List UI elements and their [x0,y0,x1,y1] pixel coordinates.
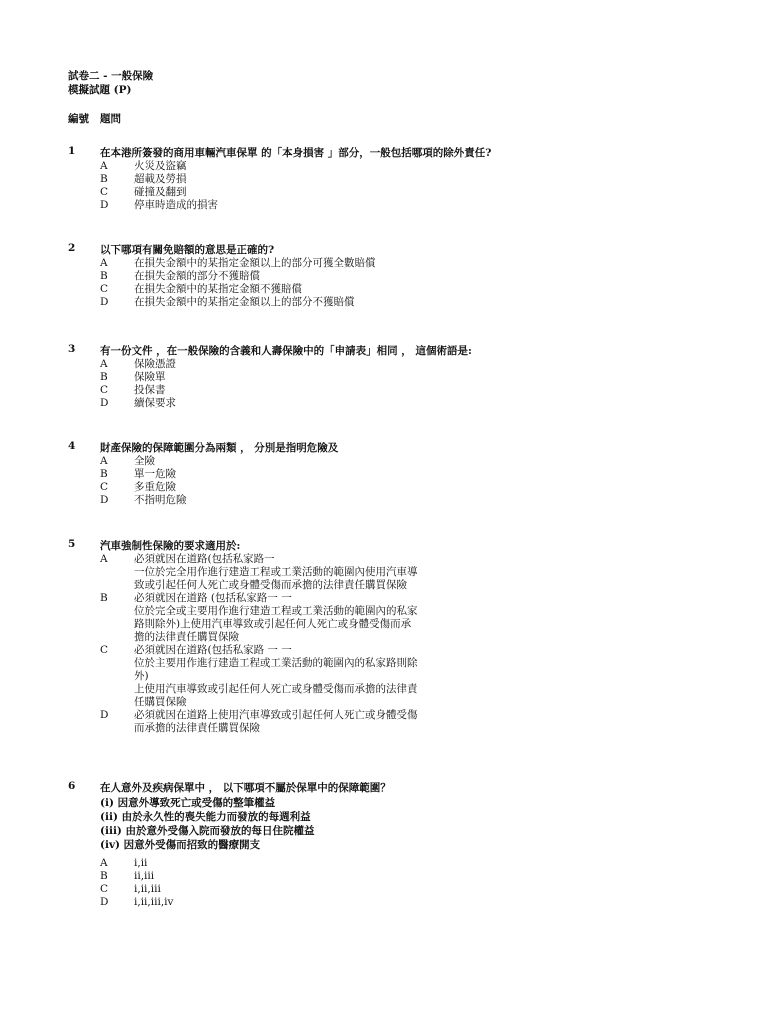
question-text: 有一份文件 ，在一般保險的含義和人壽保險中的「申請表」相同 ， 這個術語是: [100,345,472,357]
question-number: 3 [68,343,76,355]
option-letter: B [100,371,108,383]
question-5 [68,538,708,735]
option-text [134,870,708,883]
answer-option-c [68,384,708,397]
option-letter: D [100,494,109,506]
question-number: 6 [68,780,76,792]
option-letter: A [100,358,108,370]
option-text [134,896,708,909]
option-text-line: 在損失金額的部分不獲賠償 [134,270,260,282]
option-text [134,173,708,186]
option-text [134,883,708,896]
option-text [134,270,708,283]
option-text-line: 火災及盜竊 [134,160,187,172]
option-letter: C [100,384,109,396]
option-text-line: 續保要求 [134,397,176,409]
option-text-line: ii,iii [134,870,155,882]
option-letter: C [100,883,109,895]
option-text-line: 位於完全或主要用作進行建造工程或工業活動的範圍內的私家 [134,605,418,617]
exam-title: 試卷二 - 一般保險 [68,70,154,82]
answer-option-b [68,592,708,644]
question-text: 在本港所簽發的商用車輛汽車保單 的「本身損害 」部分，一般包括哪項的除外責任? [100,147,492,159]
option-letter: A [100,257,108,269]
option-text [134,455,708,468]
option-text-line: 投保書 [134,384,166,396]
question-number: 5 [68,538,76,550]
option-letter: D [100,896,109,908]
option-text-line: 致或引起任何人死亡或身體受傷而承擔的法律責任購買保險 [134,579,407,591]
option-text [134,199,708,212]
option-letter: D [100,397,109,409]
question-number: 1 [68,145,76,157]
option-text-line: 保險憑證 [134,358,176,370]
question-stem [68,538,708,553]
column-headers: 編號 題問 [68,113,121,125]
option-text-line: 外) [134,670,149,682]
option-text-line: 而承擔的法律責任購買保險 [134,722,260,734]
question-stem [68,780,708,795]
exam-subtitle: 模擬試題 (P) [68,84,132,96]
option-letter: A [100,455,108,467]
option-letter: C [100,644,109,656]
option-text [134,371,708,384]
option-text [134,384,708,397]
option-text-line: 不指明危險 [134,494,187,506]
option-text-line: 路則除外)上使用汽車導致或引起任何人死亡或身體受傷而承 [134,618,412,630]
option-text [134,186,708,199]
answer-option-d [68,199,708,212]
option-text-line: 必須就因在道路(包括私家路一 [134,553,275,565]
question-stem [68,242,708,257]
option-letter: C [100,283,109,295]
option-text-line: 保險單 [134,371,166,383]
option-text-line: 在損失金額中的某指定金額不獲賠償 [134,283,302,295]
option-letter: C [100,481,109,493]
question-number: 2 [68,242,76,254]
option-text [134,494,708,507]
question-text: 以下哪項有關免賠額的意思是正確的? [100,244,275,256]
question-4 [68,440,708,507]
answer-option-b [68,371,708,384]
option-text-line: 多重危險 [134,481,176,493]
option-text-line: 全險 [134,455,155,467]
option-text-line: 任購買保險 [134,696,187,708]
question-stem [68,343,708,358]
option-text [134,283,708,296]
option-letter: A [100,553,108,565]
answer-option-c [68,481,708,494]
answer-option-a [68,553,708,592]
option-text [134,358,708,371]
question-text: 汽車強制性保險的要求適用於: [100,540,241,552]
option-text-line: 上使用汽車導致或引起任何人死亡或身體受傷而承擔的法律責 [134,683,418,695]
option-text-line: 擔的法律責任購買保險 [134,631,239,643]
option-text-line: 必須就因在道路(包括私家路 一 一 [134,644,292,656]
option-text-line: 位於主要用作進行建造工程或工業活動的範圍內的私家路則除 [134,657,418,669]
answer-option-c [68,283,708,296]
question-subitem: (i) 因意外導致死亡或受傷的整筆權益 [100,797,276,809]
option-text-line: 停車時造成的損害 [134,199,218,211]
answer-option-d [68,709,708,735]
option-text-line: 碰撞及翻到 [134,186,187,198]
option-text [134,857,708,870]
question-number: 4 [68,440,76,452]
question-text: 財產保險的保障範圍分為兩類 ， 分別是指明危險及 [100,442,339,454]
option-text [134,553,708,592]
answer-option-d [68,494,708,507]
question-subitem: (iii) 由於意外受傷入院而發放的每日住院權益 [100,825,315,837]
option-text [134,397,708,410]
option-letter: D [100,709,109,721]
option-letter: A [100,857,108,869]
answer-option-c [68,883,708,896]
answer-option-c [68,186,708,199]
question-2 [68,242,708,309]
option-text-line: i,ii [134,857,148,869]
option-text [134,296,708,309]
option-letter: B [100,173,108,185]
question-stem [68,440,708,455]
option-text-line: 一位於完全用作進行建造工程或工業活動的範圍內使用汽車導 [134,566,418,578]
option-text-line: i,ii,iii,iv [134,896,174,908]
question-6 [68,780,708,909]
option-letter: D [100,199,109,211]
answer-option-b [68,173,708,186]
option-text-line: 單一危險 [134,468,176,480]
answer-option-a [68,455,708,468]
answer-option-d [68,296,708,309]
option-letter: D [100,296,109,308]
answer-option-a [68,257,708,270]
answer-option-b [68,870,708,883]
option-text [134,592,708,644]
answer-option-d [68,397,708,410]
option-text [134,709,708,735]
option-text-line: i,ii,iii [134,883,161,895]
option-text [134,160,708,173]
question-1 [68,145,708,212]
answer-option-d [68,896,708,909]
option-letter: B [100,468,108,480]
option-text-line: 在損失金額中的某指定金額以上的部分不獲賠償 [134,296,355,308]
option-letter: B [100,592,108,604]
option-letter: C [100,186,109,198]
option-text-line: 必須就因在道路上使用汽車導致或引起任何人死亡或身體受傷 [134,709,418,721]
option-text [134,468,708,481]
option-text [134,257,708,270]
option-text-line: 超載及勞損 [134,173,187,185]
question-3 [68,343,708,410]
option-text-line: 在損失金額中的某指定金額以上的部分可獲全數賠償 [134,257,376,269]
answer-option-a [68,160,708,173]
answer-option-c [68,644,708,709]
answer-option-b [68,270,708,283]
answer-option-a [68,857,708,870]
option-text [134,644,708,709]
option-letter: A [100,160,108,172]
option-letter: B [100,270,108,282]
option-letter: B [100,870,108,882]
question-stem [68,145,708,160]
answer-option-b [68,468,708,481]
question-subitem: (ii) 由於永久性的喪失能力而發放的每週利益 [100,811,311,823]
option-text [134,481,708,494]
option-text-line: 必須就因在道路 (包括私家路一 一 [134,592,292,604]
question-text: 在人意外及疾病保單中 ， 以下哪項不屬於保單中的保障範圍？ [100,782,391,794]
question-subitem: (iv) 因意外受傷而招致的醫療開支 [100,839,261,851]
answer-option-a [68,358,708,371]
